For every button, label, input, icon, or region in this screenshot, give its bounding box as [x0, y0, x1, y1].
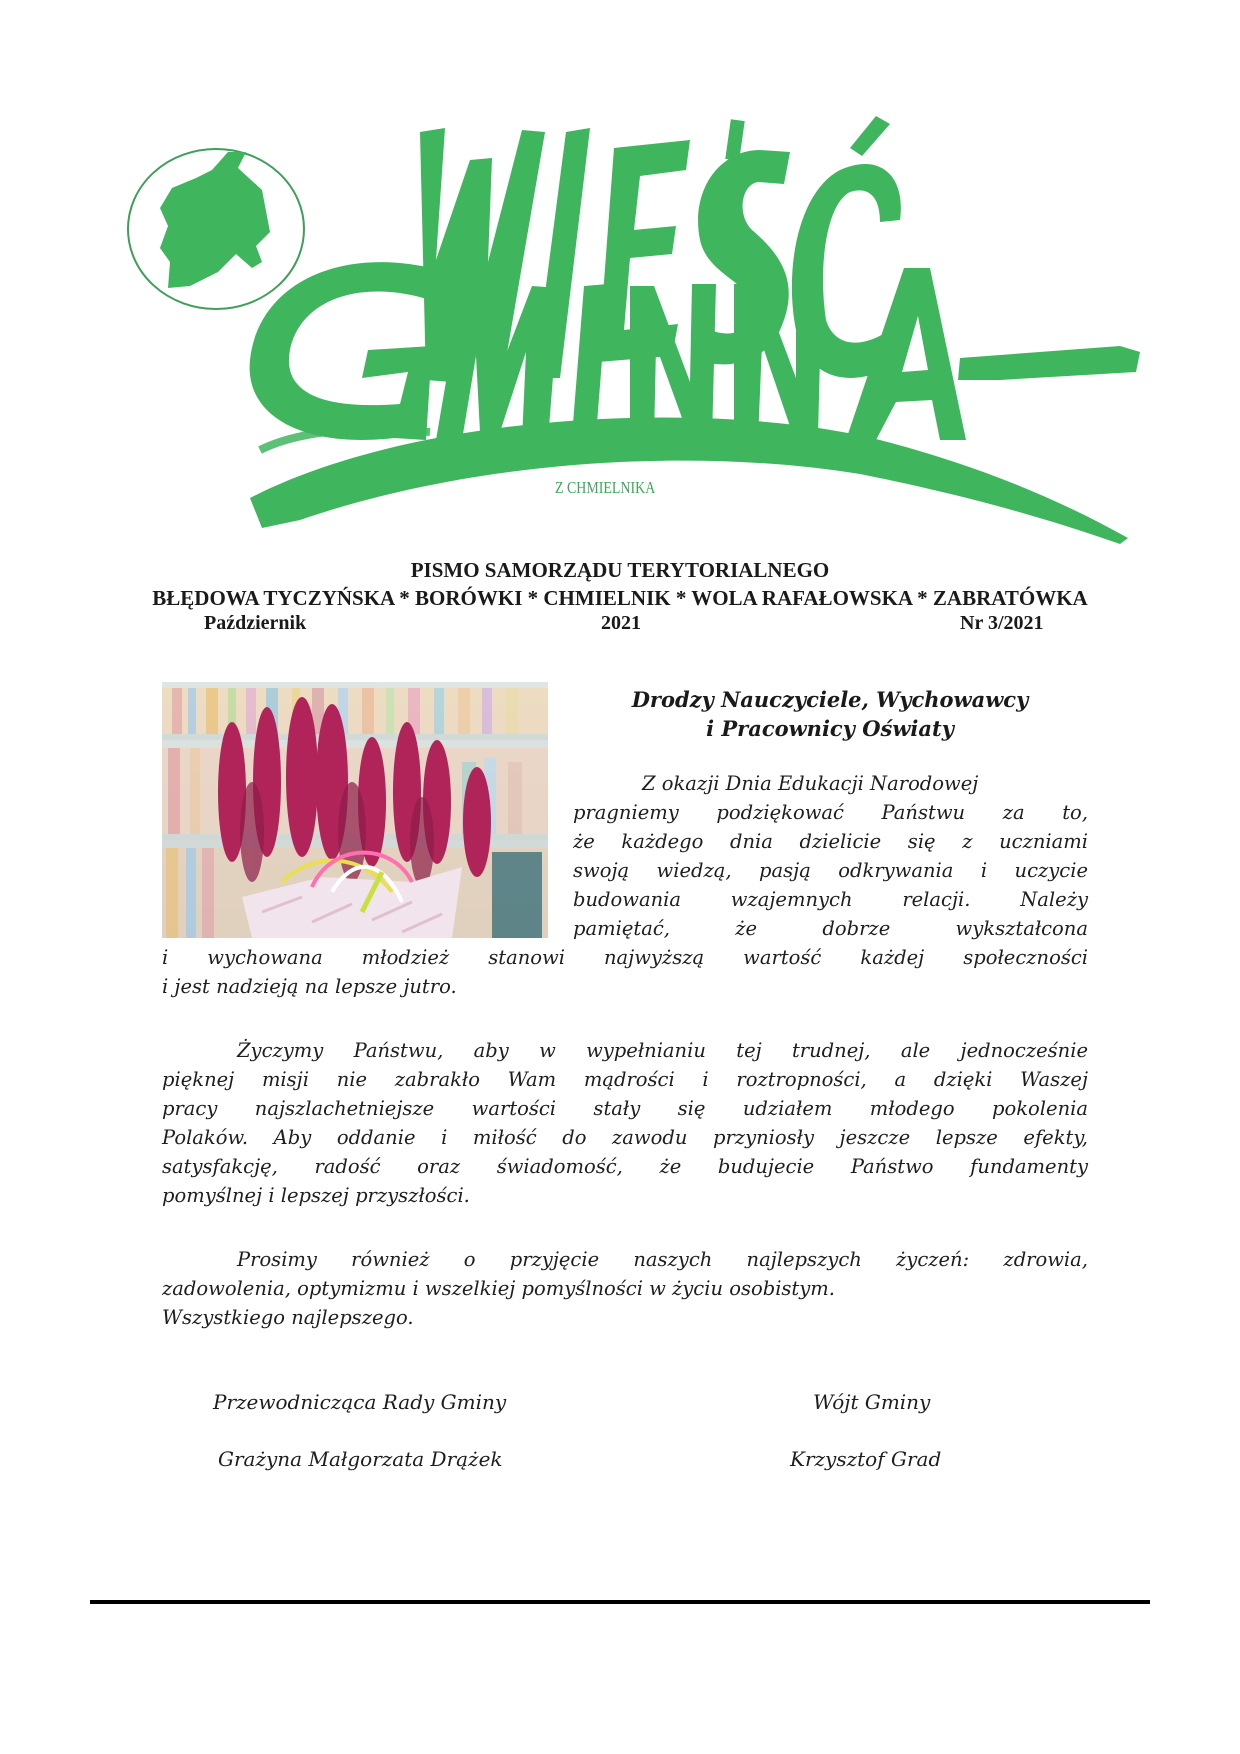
publication-description: PISMO SAMORZĄDU TERYTORIALNEGO	[410, 558, 830, 582]
signature-left-name: Grażyna Małgorzata Drążek	[218, 1447, 503, 1471]
text-line: Życzymy Państwu, aby w wypełnianiu tej trudnej, ale jednocześnie	[237, 1039, 1088, 1062]
villages-list: BŁĘDOWA TYCZYŃSKA * BORÓWKI * CHMIELNIK * WOLA RAFAŁOWSKA * ZABRATÓWKA	[152, 586, 1088, 610]
text-line: pracy najszlachetniejsze wartości stały się udziałem młodego pokolenia	[162, 1097, 1088, 1120]
text-line: Polaków. Aby oddanie i miłość do zawodu przyniosły jeszcze lepsze efekty,	[162, 1126, 1088, 1149]
bottom-rule	[90, 1600, 1150, 1604]
text-line: i jest nadzieją na lepsze jutro.	[162, 975, 457, 998]
signature-right-name: Krzysztof Grad	[790, 1447, 942, 1471]
text-line: i wychowana młodzież stanowi najwyższą wartość każdej społeczności	[162, 946, 1088, 969]
text-line: swoją wiedzą, pasją odkrywania i uczycie	[573, 859, 1088, 882]
masthead	[0, 0, 1240, 560]
title-gminna	[250, 262, 1140, 440]
signature-left-role: Przewodnicząca Rady Gminy	[213, 1390, 507, 1414]
masthead-logo	[0, 0, 1240, 560]
text-line: Prosimy również o przyjęcie naszych najlepszych życzeń: zdrowia,	[237, 1248, 1088, 1271]
text-line: Wszystkiego najlepszego.	[162, 1306, 414, 1329]
issue-number: Nr 3/2021	[960, 612, 1044, 634]
text-line: pamiętać, że dobrze wykształcona	[573, 917, 1088, 940]
issue-month: Październik	[204, 612, 307, 634]
text-line: pragniemy podziękować Państwu za to,	[573, 801, 1088, 824]
article-title-line2: i Pracownicy Oświaty	[706, 716, 954, 741]
issue-info-row	[0, 612, 1240, 640]
hop-leaf-icon	[160, 152, 270, 288]
issue-year: 2021	[601, 612, 641, 634]
text-line: Z okazji Dnia Edukacji Narodowej	[642, 772, 979, 795]
masthead-subtitle: Z CHMIELNIKA	[555, 478, 656, 497]
text-line: budowania wzajemnych relacji. Należy	[573, 888, 1088, 911]
text-line: pomyślnej i lepszej przyszłości.	[162, 1184, 470, 1207]
text-line: pięknej misji nie zabrakło Wam mądrości i roztropności, a dzięki Waszej	[162, 1068, 1088, 1091]
text-line: że każdego dnia dzielicie się z uczniami	[573, 830, 1088, 853]
text-line: satysfakcję, radość oraz świadomość, że budujecie Państwo fundamenty	[162, 1155, 1088, 1178]
text-line: zadowolenia, optymizmu i wszelkiej pomyślności w życiu osobistym.	[162, 1277, 835, 1300]
heather-photo	[162, 682, 548, 938]
article-title-line1: Drodzy Nauczyciele, Wychowawcy	[631, 687, 1029, 712]
signature-right-role: Wójt Gminy	[813, 1390, 931, 1414]
